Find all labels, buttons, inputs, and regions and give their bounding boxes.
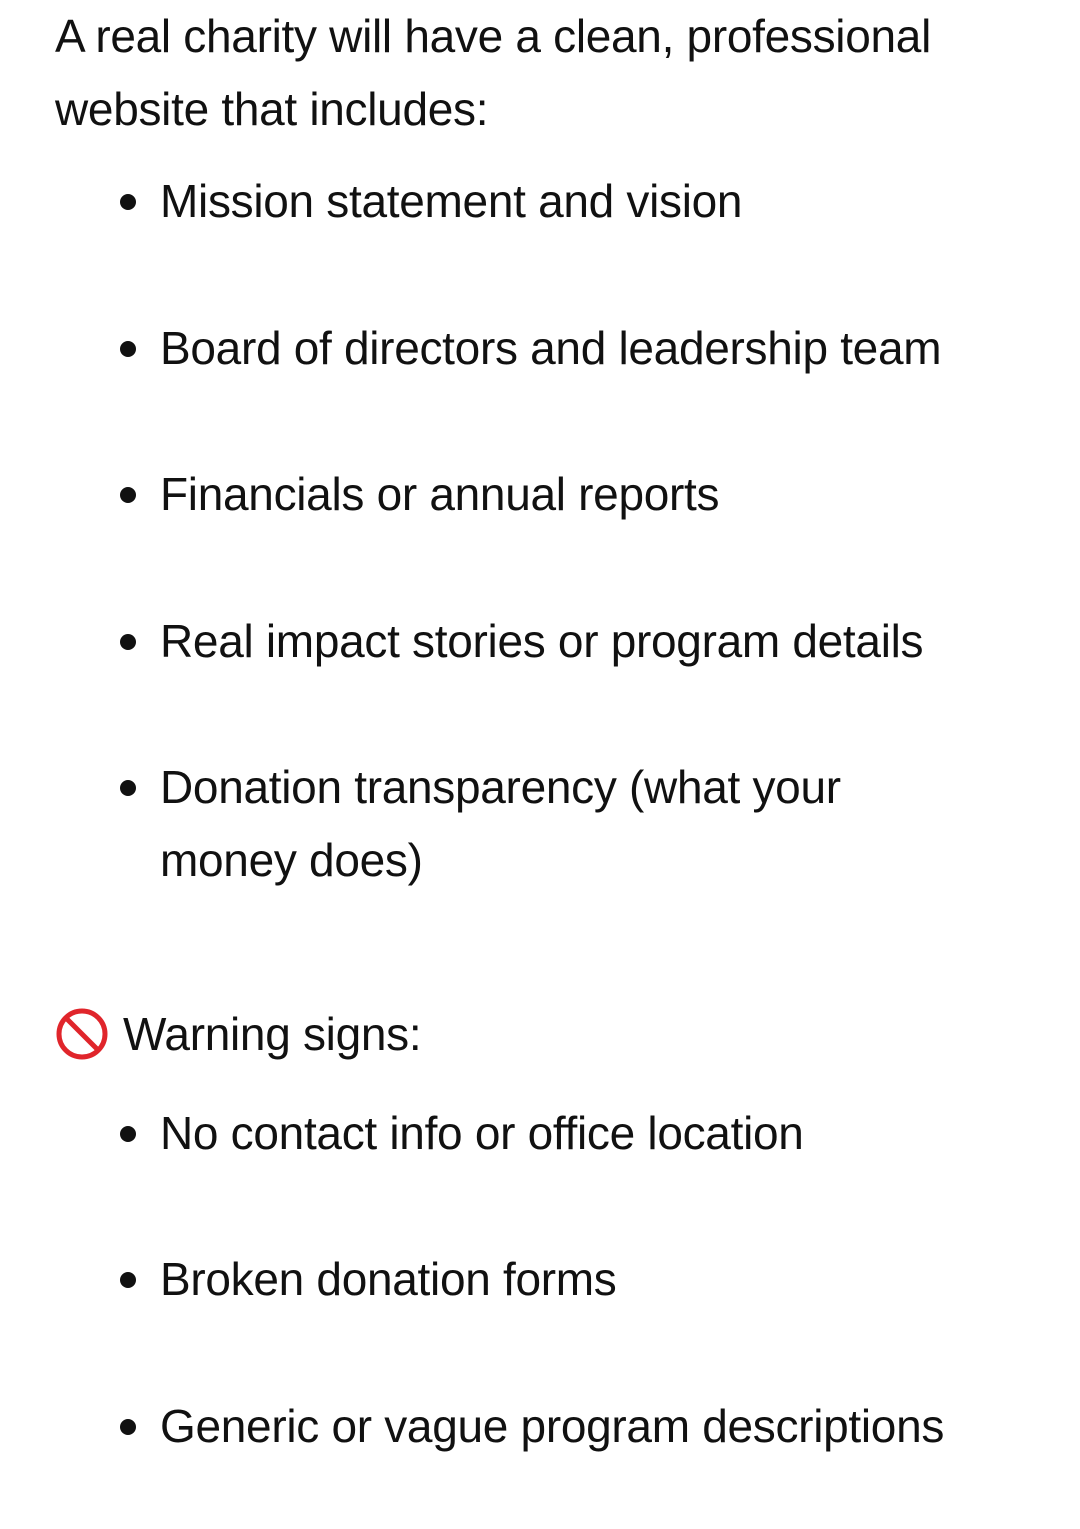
bullet-dot	[120, 1272, 136, 1288]
bullet-dot	[120, 341, 136, 357]
list-item-text: Real impact stories or program details	[160, 615, 924, 667]
bullet-dot	[120, 780, 136, 796]
bullet-dot	[120, 487, 136, 503]
bullet-dot	[120, 634, 136, 650]
intro-paragraph: A real charity will have a clean, professional website that includes:	[55, 10, 931, 135]
warning-heading	[55, 997, 421, 1070]
warning-label: Warning signs:	[123, 1007, 422, 1060]
list-item-text: Board of directors and leadership team	[160, 322, 942, 374]
bullet-dot	[120, 194, 136, 210]
bullet-dot	[120, 1419, 136, 1435]
list-item-text: Mission statement and vision	[160, 175, 743, 227]
list-item-text: Donation transparency (what your money does)	[160, 761, 841, 886]
prohibited-icon	[55, 1007, 109, 1061]
list-item-text: Generic or vague program descriptions	[160, 1400, 945, 1452]
list-item-text: Broken donation forms	[160, 1253, 617, 1305]
bullet-dot	[120, 1126, 136, 1142]
list-item-text: Financials or annual reports	[160, 468, 720, 520]
list-item-text: No contact info or office location	[160, 1107, 804, 1159]
